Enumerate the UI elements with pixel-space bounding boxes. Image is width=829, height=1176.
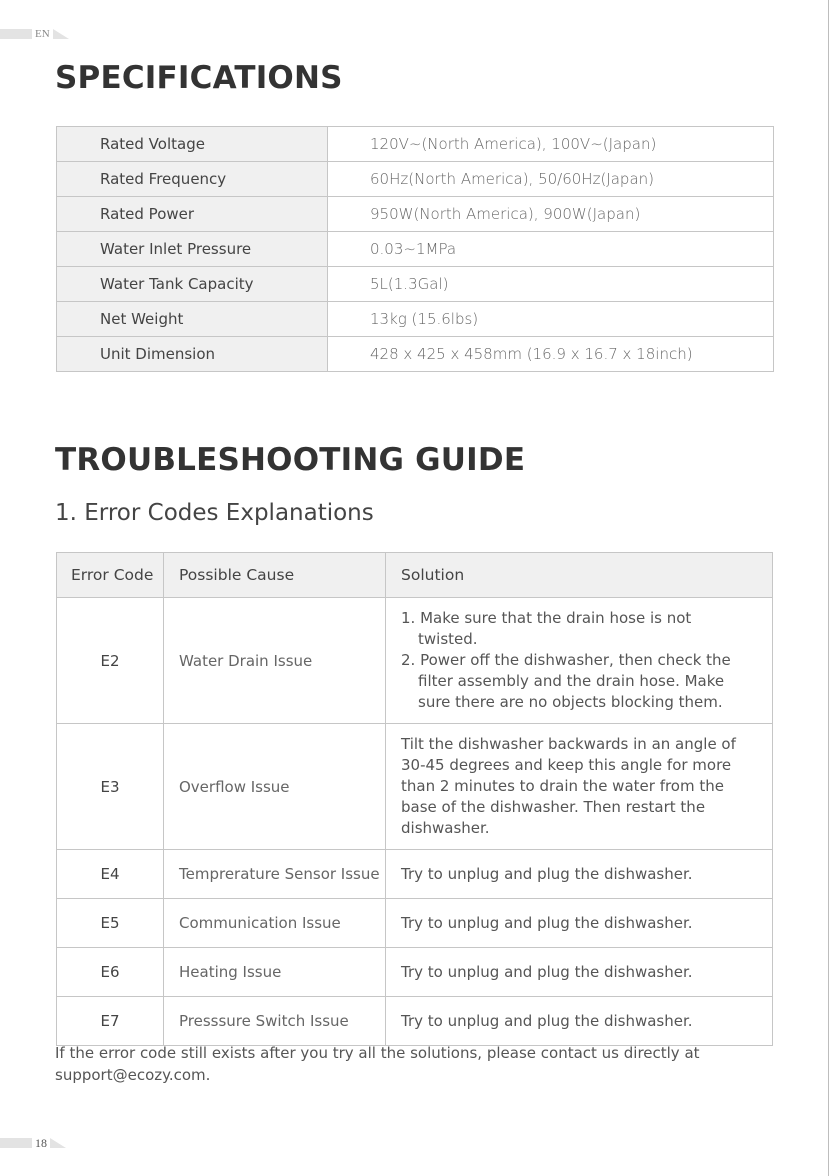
tab-bar xyxy=(0,29,32,39)
table-row xyxy=(57,948,773,997)
solution: Tilt the dishwasher backwards in an angle of 30-45 degrees and keep this angle for more than 2 minutes to drain the water from the base of the dishwasher. Then restart the dishwasher. xyxy=(386,724,773,850)
possible-cause: Temprerature Sensor Issue xyxy=(164,850,386,899)
error-codes-subtitle: 1. Error Codes Explanations xyxy=(55,500,374,526)
spec-label: Unit Dimension xyxy=(57,337,328,372)
spec-row xyxy=(57,162,774,197)
solution-step: 1. Make sure that the drain hose is not twisted. xyxy=(401,609,692,648)
possible-cause: Communication Issue xyxy=(164,899,386,948)
spec-value: 120V~(North America), 100V~(Japan) xyxy=(328,127,774,162)
contact-note: If the error code still exists after you try all the solutions, please contact us directly at support@ecozy.com. xyxy=(55,1044,700,1084)
error-code: E6 xyxy=(57,948,164,997)
error-codes-table xyxy=(56,552,773,1046)
possible-cause: Overflow Issue xyxy=(164,724,386,850)
tab-arrow xyxy=(50,1138,66,1148)
solution: Try to unplug and plug the dishwasher. xyxy=(386,899,773,948)
error-code: E3 xyxy=(57,724,164,850)
language-tab xyxy=(0,27,69,41)
table-row xyxy=(57,598,773,724)
spec-value: 950W(North America), 900W(Japan) xyxy=(328,197,774,232)
spec-value: 428 x 425 x 458mm (16.9 x 16.7 x 18inch) xyxy=(328,337,774,372)
possible-cause: Presssure Switch Issue xyxy=(164,997,386,1046)
spec-value: 13kg (15.6lbs) xyxy=(328,302,774,337)
possible-cause: Water Drain Issue xyxy=(164,598,386,724)
table-row xyxy=(57,850,773,899)
table-row xyxy=(57,899,773,948)
header-possible-cause: Possible Cause xyxy=(164,553,386,598)
language-label: EN xyxy=(35,28,50,40)
tab-bar xyxy=(0,1138,32,1148)
troubleshooting-title: TROUBLESHOOTING GUIDE xyxy=(55,442,526,478)
spec-row xyxy=(57,302,774,337)
spec-value: 5L(1.3Gal) xyxy=(328,267,774,302)
page-number-tab xyxy=(0,1136,66,1150)
error-code: E4 xyxy=(57,850,164,899)
error-code: E2 xyxy=(57,598,164,724)
solution-steps xyxy=(401,608,754,713)
spec-label: Rated Frequency xyxy=(57,162,328,197)
spec-row xyxy=(57,337,774,372)
solution: Try to unplug and plug the dishwasher. xyxy=(386,850,773,899)
spec-label: Water Inlet Pressure xyxy=(57,232,328,267)
page-number: 18 xyxy=(35,1135,47,1150)
spec-row xyxy=(57,267,774,302)
spec-row xyxy=(57,197,774,232)
error-code: E5 xyxy=(57,899,164,948)
spec-row xyxy=(57,232,774,267)
spec-label: Rated Power xyxy=(57,197,328,232)
spec-label: Water Tank Capacity xyxy=(57,267,328,302)
header-solution: Solution xyxy=(386,553,773,598)
specifications-title: SPECIFICATIONS xyxy=(55,60,343,96)
header-error-code: Error Code xyxy=(57,553,164,598)
spec-value: 60Hz(North America), 50/60Hz(Japan) xyxy=(328,162,774,197)
spec-value: 0.03~1MPa xyxy=(328,232,774,267)
table-row xyxy=(57,997,773,1046)
solution xyxy=(386,598,773,724)
solution: Try to unplug and plug the dishwasher. xyxy=(386,948,773,997)
solution: Try to unplug and plug the dishwasher. xyxy=(386,997,773,1046)
tab-arrow xyxy=(53,29,69,39)
specifications-table xyxy=(56,126,774,372)
error-code: E7 xyxy=(57,997,164,1046)
spec-row xyxy=(57,127,774,162)
spec-label: Net Weight xyxy=(57,302,328,337)
spec-label: Rated Voltage xyxy=(57,127,328,162)
possible-cause: Heating Issue xyxy=(164,948,386,997)
table-header-row xyxy=(57,553,773,598)
table-row xyxy=(57,724,773,850)
solution-step: 2. Power off the dishwasher, then check the filter assembly and the drain hose. Make sure there are no objects blocking them. xyxy=(401,651,731,711)
